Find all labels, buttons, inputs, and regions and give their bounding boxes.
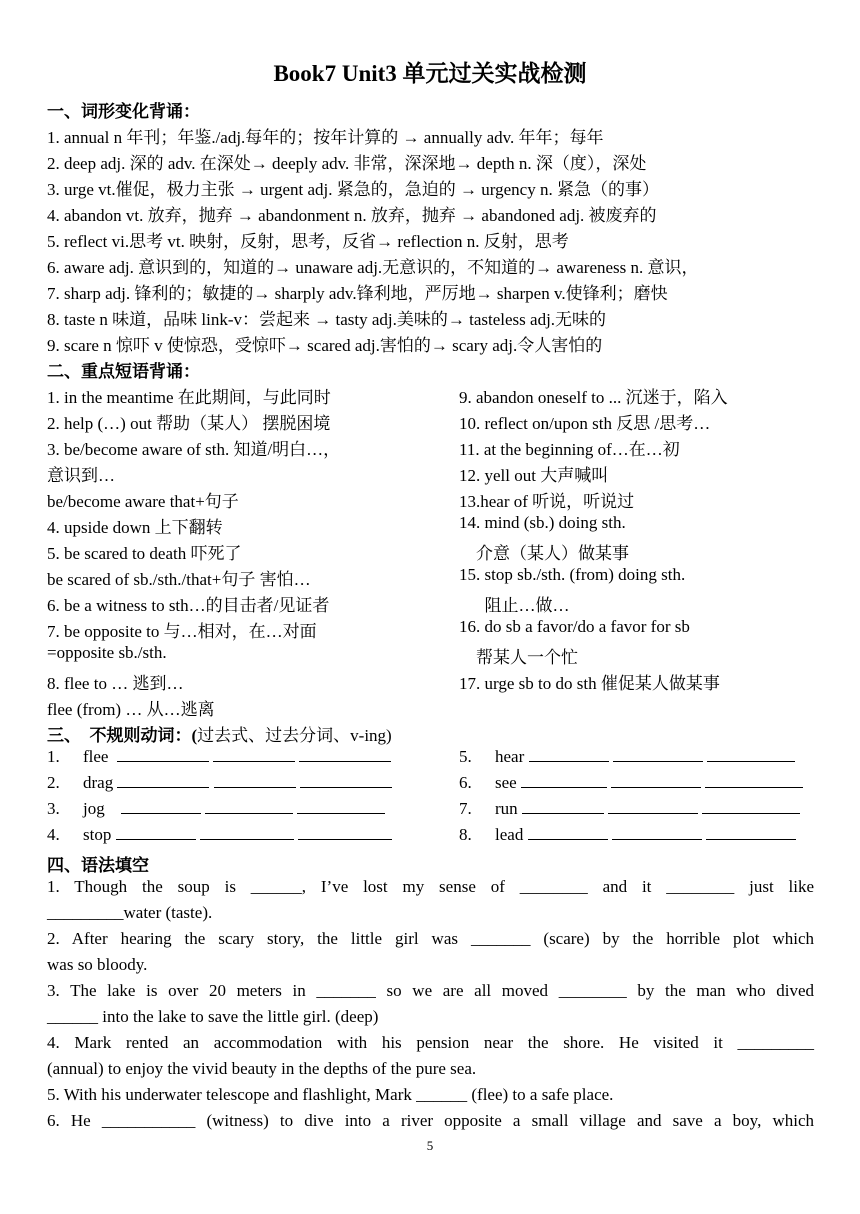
answer-blank[interactable] <box>702 799 800 814</box>
grammar-question-line: ______ into the lake to save the little girl. (deep) <box>47 1007 379 1026</box>
phrase-line: =opposite sb./sth. <box>47 643 167 662</box>
verb-word: see <box>495 773 517 792</box>
answer-blank[interactable] <box>117 747 209 762</box>
phrase-line: 介意（某人）做某事 <box>459 544 629 563</box>
answer-blank[interactable] <box>528 825 608 840</box>
answer-blank[interactable] <box>706 825 796 840</box>
page-number: 5 <box>426 1138 434 1153</box>
phrase-line: 6. be a witness to sth…的目击者/见证者 <box>47 596 330 615</box>
section3-heading <box>47 721 392 746</box>
verb-row <box>47 773 392 793</box>
grammar-question-line: 5. With his underwater telescope and flashlight, Mark ______ (flee) to a safe place. <box>47 1085 614 1104</box>
grammar-question-line: was so bloody. <box>47 955 148 974</box>
grammar-question-line: 1. Though the soup is ______, I’ve lost my sense of ________ and it ________ just like <box>47 877 814 896</box>
phrase-line: 3. be/become aware of sth. 知道/明白…， <box>47 440 341 459</box>
phrase-line: flee (from) … 从…逃离 <box>47 700 215 719</box>
verb-word: lead <box>495 825 524 844</box>
answer-blank[interactable] <box>611 773 701 788</box>
phrase-line: 帮某人一个忙 <box>459 648 578 667</box>
phrase-line: 17. urge sb to do sth 催促某人做某事 <box>459 674 720 693</box>
verb-word: stop <box>83 825 112 844</box>
section3-heading-label: 三、 不规则动词：( <box>47 726 198 745</box>
answer-blank[interactable] <box>116 825 196 840</box>
answer-blank[interactable] <box>297 799 385 814</box>
phrase-line: 1. in the meantime 在此期间，与此同时 <box>47 388 331 407</box>
answer-blank[interactable] <box>298 825 392 840</box>
phrase-line: 阻止…做… <box>459 596 570 615</box>
word-form-line: 6. aware adj. 意识到的，知道的→ unaware adj.无意识的，不知道的→ awareness n. 意识， <box>47 258 699 277</box>
answer-blank[interactable] <box>117 773 209 788</box>
verb-row <box>459 773 803 793</box>
answer-blank[interactable] <box>705 773 803 788</box>
phrase-line: 10. reflect on/upon sth 反思 /思考… <box>459 414 711 433</box>
section1-heading: 一、词形变化背诵： <box>47 102 200 121</box>
answer-blank[interactable] <box>608 799 698 814</box>
grammar-question-line: 2. After hearing the scary story, the little girl was _______ (scare) by the horrible plot which <box>47 929 814 948</box>
word-form-line: 1. annual n 年刊；年鉴./adj.每年的；按年计算的 → annually adv. 年年；每年 <box>47 128 604 147</box>
verb-number: 6. <box>459 773 472 792</box>
answer-blank[interactable] <box>200 825 294 840</box>
phrase-line: 15. stop sb./sth. (from) doing sth. <box>459 565 686 584</box>
word-form-line: 5. reflect vi.思考 vt. 映射，反射，思考，反省→ reflection n. 反射，思考 <box>47 232 569 251</box>
word-form-line: 2. deep adj. 深的 adv. 在深处→ deeply adv. 非常，深深地→ depth n. 深（度），深处 <box>47 154 647 173</box>
answer-blank[interactable] <box>213 747 295 762</box>
phrase-line: 16. do sb a favor/do a favor for sb <box>459 617 690 636</box>
answer-blank[interactable] <box>205 799 293 814</box>
section3-heading-note: 过去式、过去分词、v-ing) <box>197 726 392 745</box>
phrase-line: 5. be scared to death 吓死了 <box>47 544 242 563</box>
grammar-question-line: 4. Mark rented an accommodation with his pension near the shore. He visited it _________ <box>47 1033 814 1052</box>
word-form-line: 8. taste n 味道，品味 link-v：尝起来 → tasty adj.美味的→ tasteless adj.无味的 <box>47 310 607 329</box>
verb-word: flee <box>83 747 109 766</box>
verb-number: 8. <box>459 825 472 844</box>
verb-number: 4. <box>47 825 60 844</box>
answer-blank[interactable] <box>529 747 609 762</box>
phrase-line: be scared of sb./sth./that+句子 害怕… <box>47 570 311 589</box>
verb-row <box>459 799 800 819</box>
section4-heading: 四、语法填空 <box>47 856 149 875</box>
verb-row <box>47 825 392 845</box>
verb-number: 3. <box>47 799 60 818</box>
word-form-line: 3. urge vt.催促，极力主张 → urgent adj. 紧急的，急迫的 → urgency n. 紧急（的事） <box>47 180 659 199</box>
phrase-line: 7. be opposite to 与…相对，在…对面 <box>47 622 317 641</box>
page-title: Book7 Unit3 单元过关实战检测 <box>273 61 587 86</box>
answer-blank[interactable] <box>707 747 795 762</box>
word-form-line: 4. abandon vt. 放弃，抛弃 → abandonment n. 放弃，抛弃 → abandoned adj. 被废弃的 <box>47 206 657 225</box>
phrase-line: 8. flee to … 逃到… <box>47 674 184 693</box>
answer-blank[interactable] <box>300 773 392 788</box>
answer-blank[interactable] <box>613 747 703 762</box>
verb-row <box>47 799 385 819</box>
verb-number: 5. <box>459 747 472 766</box>
grammar-question-line: (annual) to enjoy the vivid beauty in the depths of the pure sea. <box>47 1059 477 1078</box>
answer-blank[interactable] <box>121 799 201 814</box>
answer-blank[interactable] <box>612 825 702 840</box>
phrase-line: 13.hear of 听说，听说过 <box>459 492 635 511</box>
grammar-question-line: _________water (taste). <box>47 903 213 922</box>
verb-word: drag <box>83 773 114 792</box>
answer-blank[interactable] <box>214 773 296 788</box>
verb-row <box>47 747 391 767</box>
verb-word: jog <box>83 799 105 818</box>
answer-blank[interactable] <box>521 773 607 788</box>
phrase-line: 14. mind (sb.) doing sth. <box>459 513 626 532</box>
word-form-line: 7. sharp adj. 锋利的；敏捷的→ sharply adv.锋利地，严厉地→ sharpen v.使锋利；磨快 <box>47 284 668 303</box>
verb-word: run <box>495 799 518 818</box>
verb-word: hear <box>495 747 525 766</box>
phrase-line: 12. yell out 大声喊叫 <box>459 466 609 485</box>
verb-row <box>459 747 795 767</box>
phrase-line: 意识到… <box>47 466 115 485</box>
phrase-line: 9. abandon oneself to ... 沉迷于，陷入 <box>459 388 728 407</box>
section2-heading: 二、重点短语背诵： <box>47 362 200 381</box>
phrase-line: 11. at the beginning of…在…初 <box>459 440 680 459</box>
verb-number: 2. <box>47 773 60 792</box>
verb-row <box>459 825 796 845</box>
phrase-line: be/become aware that+句子 <box>47 492 239 511</box>
answer-blank[interactable] <box>522 799 604 814</box>
word-form-line: 9. scare n 惊吓 v 使惊恐，受惊吓→ scared adj.害怕的→ scary adj.令人害怕的 <box>47 336 603 355</box>
phrase-line: 2. help (…) out 帮助（某人） 摆脱困境 <box>47 414 331 433</box>
grammar-question-line: 3. The lake is over 20 meters in _______ so we are all moved ________ by the man who dived <box>47 981 814 1000</box>
verb-number: 1. <box>47 747 60 766</box>
phrase-line: 4. upside down 上下翻转 <box>47 518 223 537</box>
answer-blank[interactable] <box>299 747 391 762</box>
grammar-question-line: 6. He ___________ (witness) to dive into a river opposite a small village and save a boy, which <box>47 1111 814 1130</box>
verb-number: 7. <box>459 799 472 818</box>
